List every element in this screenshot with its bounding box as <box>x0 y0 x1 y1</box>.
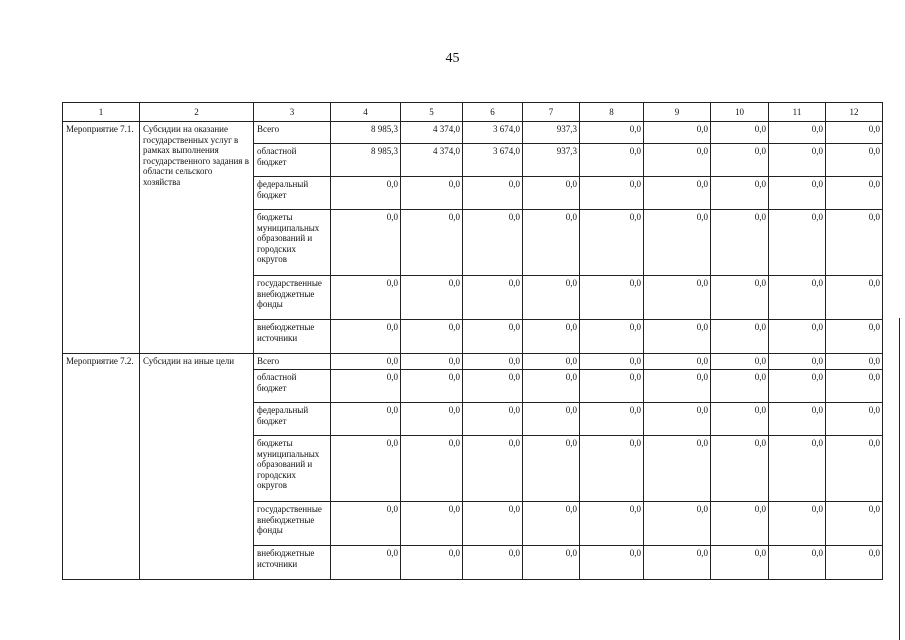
value-cell: 0,0 <box>331 436 401 502</box>
value-cell: 0,0 <box>523 436 580 502</box>
value-cell: 0,0 <box>401 370 463 403</box>
column-header: 2 <box>140 103 254 122</box>
value-cell: 0,0 <box>463 403 523 436</box>
table-row <box>63 354 883 370</box>
value-cell: 0,0 <box>331 210 401 276</box>
value-cell: 0,0 <box>826 370 883 403</box>
value-cell: 0,0 <box>580 122 644 144</box>
value-cell: 0,0 <box>580 502 644 546</box>
value-cell: 0,0 <box>769 122 826 144</box>
funding-source-cell: внебюджетные источники <box>254 546 331 580</box>
value-cell: 0,0 <box>769 502 826 546</box>
value-cell: 0,0 <box>331 546 401 580</box>
value-cell: 0,0 <box>523 502 580 546</box>
value-cell: 0,0 <box>523 210 580 276</box>
value-cell: 0,0 <box>711 403 769 436</box>
value-cell: 0,0 <box>644 177 711 210</box>
value-cell: 0,0 <box>644 320 711 354</box>
column-header: 7 <box>523 103 580 122</box>
funding-source-cell: бюджеты муниципальных образований и городских округов <box>254 436 331 502</box>
column-header: 8 <box>580 103 644 122</box>
value-cell: 0,0 <box>826 436 883 502</box>
value-cell: 0,0 <box>826 177 883 210</box>
value-cell: 4 374,0 <box>401 122 463 144</box>
value-cell: 0,0 <box>580 144 644 177</box>
column-header: 6 <box>463 103 523 122</box>
value-cell: 0,0 <box>769 354 826 370</box>
value-cell: 0,0 <box>826 122 883 144</box>
value-cell: 0,0 <box>826 320 883 354</box>
value-cell: 0,0 <box>711 502 769 546</box>
value-cell: 0,0 <box>331 320 401 354</box>
column-header: 5 <box>401 103 463 122</box>
value-cell: 0,0 <box>769 370 826 403</box>
value-cell: 0,0 <box>331 276 401 320</box>
value-cell: 0,0 <box>711 436 769 502</box>
column-header: 1 <box>63 103 140 122</box>
value-cell: 0,0 <box>644 210 711 276</box>
event-description-cell: Субсидии на оказание государственных услуг в рамках выполнения государственного задания в области сельского хозяйства <box>140 122 254 354</box>
funding-source-cell: федеральный бюджет <box>254 177 331 210</box>
value-cell: 0,0 <box>580 320 644 354</box>
value-cell: 0,0 <box>644 502 711 546</box>
column-header: 12 <box>826 103 883 122</box>
value-cell: 0,0 <box>463 320 523 354</box>
value-cell: 0,0 <box>580 436 644 502</box>
value-cell: 8 985,3 <box>331 144 401 177</box>
value-cell: 0,0 <box>463 210 523 276</box>
value-cell: 0,0 <box>580 370 644 403</box>
column-header: 9 <box>644 103 711 122</box>
value-cell: 0,0 <box>769 276 826 320</box>
funding-source-cell: областной бюджет <box>254 144 331 177</box>
value-cell: 0,0 <box>711 354 769 370</box>
value-cell: 0,0 <box>826 210 883 276</box>
value-cell: 0,0 <box>523 546 580 580</box>
value-cell: 0,0 <box>644 122 711 144</box>
value-cell: 0,0 <box>331 370 401 403</box>
event-id-cell: Мероприятие 7.1. <box>63 122 140 354</box>
value-cell: 0,0 <box>401 546 463 580</box>
value-cell: 0,0 <box>401 177 463 210</box>
value-cell: 0,0 <box>644 370 711 403</box>
value-cell: 0,0 <box>463 370 523 403</box>
value-cell: 3 674,0 <box>463 122 523 144</box>
value-cell: 0,0 <box>463 502 523 546</box>
value-cell: 0,0 <box>401 210 463 276</box>
value-cell: 0,0 <box>463 546 523 580</box>
value-cell: 0,0 <box>331 502 401 546</box>
value-cell: 0,0 <box>580 546 644 580</box>
funding-source-cell: внебюджетные источники <box>254 320 331 354</box>
value-cell: 0,0 <box>523 370 580 403</box>
value-cell: 0,0 <box>580 403 644 436</box>
funding-source-cell: государственные внебюджетные фонды <box>254 276 331 320</box>
table-row <box>63 122 883 144</box>
value-cell: 0,0 <box>644 276 711 320</box>
value-cell: 0,0 <box>401 276 463 320</box>
value-cell: 0,0 <box>401 403 463 436</box>
value-cell: 0,0 <box>644 546 711 580</box>
value-cell: 0,0 <box>826 502 883 546</box>
value-cell: 0,0 <box>826 546 883 580</box>
value-cell: 0,0 <box>826 354 883 370</box>
value-cell: 0,0 <box>769 177 826 210</box>
column-header: 4 <box>331 103 401 122</box>
value-cell: 0,0 <box>523 403 580 436</box>
value-cell: 0,0 <box>644 436 711 502</box>
value-cell: 0,0 <box>826 144 883 177</box>
value-cell: 0,0 <box>711 122 769 144</box>
value-cell: 0,0 <box>580 276 644 320</box>
value-cell: 0,0 <box>401 436 463 502</box>
value-cell: 0,0 <box>331 403 401 436</box>
value-cell: 0,0 <box>523 276 580 320</box>
value-cell: 0,0 <box>580 354 644 370</box>
value-cell: 0,0 <box>769 320 826 354</box>
margin-rule <box>899 318 900 640</box>
table-header-row <box>63 103 883 122</box>
value-cell: 0,0 <box>401 354 463 370</box>
value-cell: 0,0 <box>769 144 826 177</box>
value-cell: 0,0 <box>711 320 769 354</box>
value-cell: 0,0 <box>580 210 644 276</box>
funding-source-cell: федеральный бюджет <box>254 403 331 436</box>
value-cell: 0,0 <box>463 276 523 320</box>
value-cell: 0,0 <box>769 210 826 276</box>
value-cell: 0,0 <box>463 436 523 502</box>
page-number: 45 <box>445 51 460 66</box>
funding-source-cell: бюджеты муниципальных образований и городских округов <box>254 210 331 276</box>
value-cell: 0,0 <box>401 320 463 354</box>
event-description-cell: Субсидии на иные цели <box>140 354 254 580</box>
value-cell: 0,0 <box>711 276 769 320</box>
value-cell: 0,0 <box>711 546 769 580</box>
value-cell: 0,0 <box>644 144 711 177</box>
funding-source-cell: Всего <box>254 122 331 144</box>
value-cell: 0,0 <box>331 354 401 370</box>
value-cell: 0,0 <box>523 320 580 354</box>
table-body <box>63 103 883 580</box>
value-cell: 4 374,0 <box>401 144 463 177</box>
value-cell: 0,0 <box>826 276 883 320</box>
column-header: 11 <box>769 103 826 122</box>
value-cell: 0,0 <box>769 436 826 502</box>
value-cell: 0,0 <box>463 354 523 370</box>
value-cell: 0,0 <box>711 370 769 403</box>
value-cell: 0,0 <box>711 144 769 177</box>
value-cell: 0,0 <box>523 177 580 210</box>
column-header: 3 <box>254 103 331 122</box>
value-cell: 0,0 <box>401 502 463 546</box>
value-cell: 937,3 <box>523 122 580 144</box>
value-cell: 0,0 <box>580 177 644 210</box>
funding-source-cell: государственные внебюджетные фонды <box>254 502 331 546</box>
value-cell: 0,0 <box>826 403 883 436</box>
value-cell: 0,0 <box>331 177 401 210</box>
value-cell: 0,0 <box>711 210 769 276</box>
value-cell: 0,0 <box>711 177 769 210</box>
value-cell: 0,0 <box>644 403 711 436</box>
event-id-cell: Мероприятие 7.2. <box>63 354 140 580</box>
value-cell: 937,3 <box>523 144 580 177</box>
funding-source-cell: областной бюджет <box>254 370 331 403</box>
value-cell: 0,0 <box>644 354 711 370</box>
value-cell: 0,0 <box>523 354 580 370</box>
column-header: 10 <box>711 103 769 122</box>
value-cell: 3 674,0 <box>463 144 523 177</box>
budget-table <box>62 102 883 580</box>
value-cell: 0,0 <box>769 546 826 580</box>
value-cell: 0,0 <box>769 403 826 436</box>
funding-source-cell: Всего <box>254 354 331 370</box>
value-cell: 8 985,3 <box>331 122 401 144</box>
value-cell: 0,0 <box>463 177 523 210</box>
